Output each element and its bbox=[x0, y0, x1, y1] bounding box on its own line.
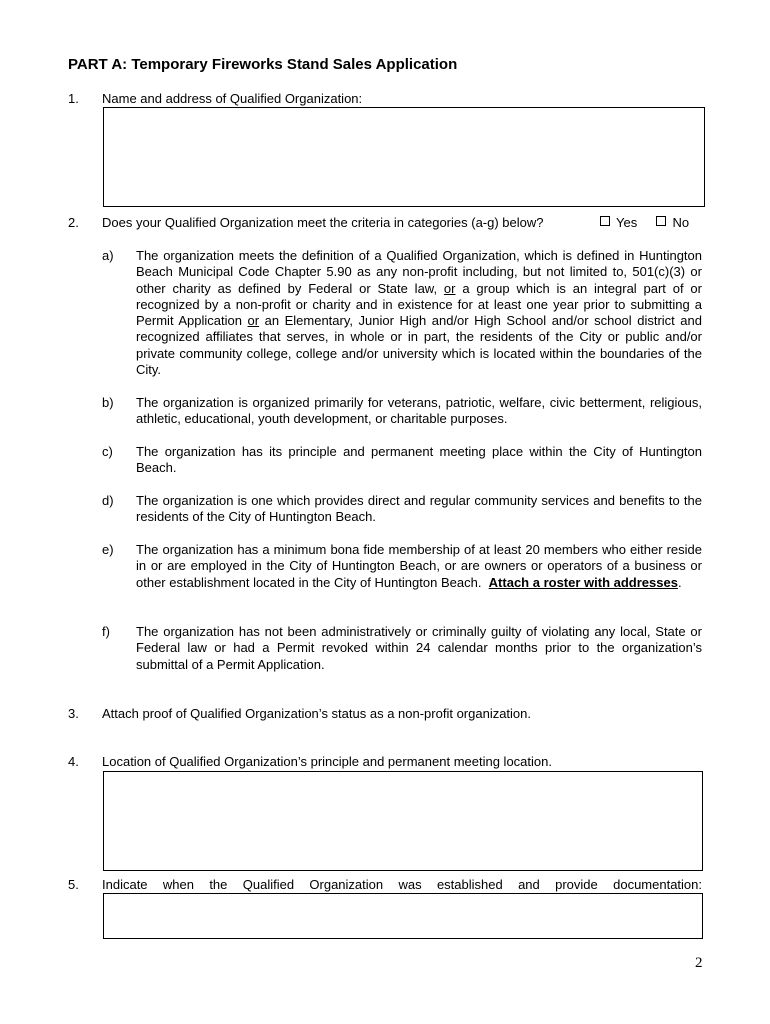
criterion-text: The organization meets the definition of a Qualified Organization, which is defined in Huntington Beach Municipal Code Chapter 5.90 as any non-profit including, but not limited to, 501(c)(3) or other charity as defined by Federal or State law, or a group which is an integral part of or recognized by a non-profit or charity and in existence for at least one year prior to submitting a Permit Application or an Elementary, Junior High and/or High School and/or school district and recognized affiliates that serves, in whole or in part, the residents of the City or public and/or private community college, college and/or university which is located within the boundaries of the City. bbox=[136, 248, 702, 378]
item-label-3: Attach proof of Qualified Organization’s status as a non-profit organization. bbox=[102, 706, 532, 721]
yes-no-options bbox=[600, 215, 689, 231]
no-checkbox[interactable] bbox=[656, 216, 666, 226]
organization-name-address-field[interactable] bbox=[103, 107, 705, 207]
criterion-text: The organization has not been administratively or criminally guilty of violating any local, State or Federal law or had a Permit revoked within 24 calendar months prior to the organization’s submittal of a Permit Application. bbox=[136, 624, 702, 672]
item-number-1: 1. bbox=[68, 91, 79, 106]
criterion-text: The organization is organized primarily for veterans, patriotic, welfare, civic betterment, religious, athletic, educational, youth development, or charitable purposes. bbox=[136, 395, 702, 427]
item-label-2: Does your Qualified Organization meet the criteria in categories (a-g) below? bbox=[102, 215, 544, 230]
yes-checkbox[interactable] bbox=[600, 216, 610, 226]
criterion-text: The organization has a minimum bona fide membership of at least 20 members who either reside in or are employed in the City of Huntington Beach, or are owners or operators of a business or other establishment located in the City of Huntington Beach. Attach a roster with addresses. bbox=[136, 542, 702, 590]
criterion-text: The organization is one which provides direct and regular community services and benefits to the residents of the City of Huntington Beach. bbox=[136, 493, 702, 525]
criterion-letter: d) bbox=[102, 493, 114, 508]
criterion-letter: f) bbox=[102, 624, 110, 639]
item-label-5: Indicate when the Qualified Organization was established and provide documentation: bbox=[102, 877, 702, 892]
criterion-letter: c) bbox=[102, 444, 113, 459]
page-title: PART A: Temporary Fireworks Stand Sales Application bbox=[68, 56, 458, 73]
criterion-letter: e) bbox=[102, 542, 114, 557]
yes-option[interactable] bbox=[600, 215, 637, 230]
item-number-4: 4. bbox=[68, 754, 79, 769]
no-label: No bbox=[672, 215, 690, 230]
item-number-5: 5. bbox=[68, 877, 79, 892]
criterion-letter: a) bbox=[102, 248, 114, 263]
item-label-1: Name and address of Qualified Organization: bbox=[102, 91, 363, 106]
roster-instruction: Attach a roster with addresses bbox=[488, 574, 678, 590]
establishment-date-field[interactable] bbox=[103, 893, 703, 939]
meeting-location-field[interactable] bbox=[103, 771, 703, 871]
criterion-text: The organization has its principle and permanent meeting place within the City of Huntington Beach. bbox=[136, 444, 702, 476]
item-number-3: 3. bbox=[68, 706, 79, 721]
criterion-letter: b) bbox=[102, 395, 114, 410]
no-option[interactable] bbox=[656, 215, 689, 230]
page-number: 2 bbox=[695, 955, 703, 971]
item-label-4: Location of Qualified Organization’s principle and permanent meeting location. bbox=[102, 754, 552, 769]
yes-label: Yes bbox=[616, 215, 638, 230]
item-number-2: 2. bbox=[68, 215, 79, 230]
